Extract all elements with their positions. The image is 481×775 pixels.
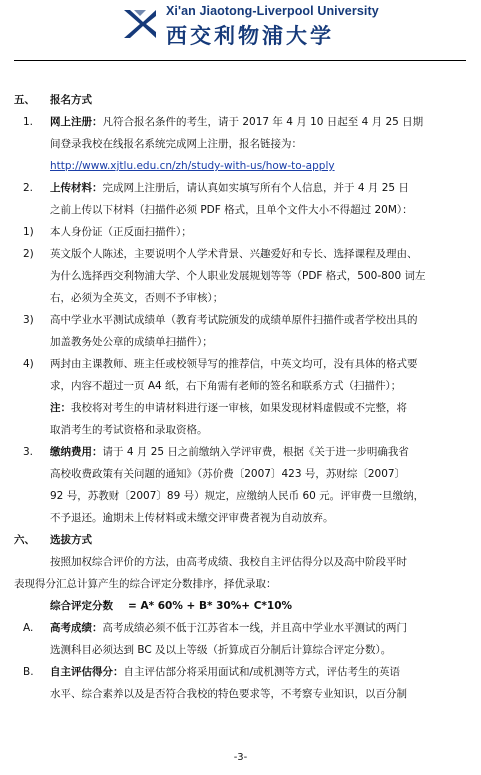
- item-number: A.: [23, 622, 34, 634]
- formula-label: 综合评定分数: [50, 600, 113, 612]
- item-number: 2.: [23, 182, 34, 194]
- sub-item-number: 3): [23, 314, 34, 326]
- paragraph-line: 缴纳费用：请于 4 月 25 日之前缴纳入学评审费，根据《关于进一步明确我省: [50, 446, 409, 458]
- note-line: 注：我校将对考生的申请材料进行逐一审核，如果发现材料虚假或不完整，将: [50, 402, 407, 414]
- xjtlu-logo-icon: [120, 6, 160, 42]
- paragraph-line: 92 号，苏教财〔2007〕89 号）规定，应缴纳人民币 60 元。评审费一旦缴纳，: [50, 490, 425, 502]
- page-number: -3-: [233, 752, 248, 763]
- paragraph-line: 本人身份证（正反面扫描件）；: [50, 226, 192, 238]
- paragraph-line: 高校收费政策有关问题的通知》（苏价费〔2007〕423 号，苏财综〔2007〕: [50, 468, 406, 480]
- paragraph-line: 间登录我校在线报名系统完成网上注册，报名链接为：: [50, 138, 302, 150]
- sub-item-number: 4): [23, 358, 34, 370]
- sub-item-number: 1): [23, 226, 34, 238]
- paragraph-line: 选测科目必须达到 BC 及以上等级（折算成百分制后计算综合评定分数）。: [50, 644, 392, 656]
- section-number: 六、: [14, 534, 35, 546]
- section-title: 报名方式: [50, 94, 92, 106]
- paragraph-line: 高中学业水平测试成绩单（教育考试院颁发的成绩单原件扫描件或者学校出具的: [50, 314, 418, 326]
- paragraph-line: 高考成绩：高考成绩必须不低于江苏省本一线，并且高中学业水平测试的两门: [50, 622, 407, 634]
- paragraph-line: 表现得分汇总计算产生的综合评定分数排序，择优录取：: [14, 578, 277, 590]
- section-title: 选拔方式: [50, 534, 92, 546]
- paragraph-line: 上传材料：完成网上注册后，请认真如实填写所有个人信息，并于 4 月 25 日: [50, 182, 409, 194]
- document-header: [0, 0, 481, 62]
- item-number: 1.: [23, 116, 34, 128]
- note-line: 取消考生的考试资格和录取资格。: [50, 424, 208, 436]
- paragraph-line: 英文版个人陈述，主要说明个人学术背景、兴趣爱好和专长、选择课程及理由、: [50, 248, 418, 260]
- item-number: 3.: [23, 446, 34, 458]
- paragraph-line: 右，必须为全英文，否则不予审核）；: [50, 292, 224, 304]
- formula: = A* 60% + B* 30%+ C*10%: [128, 600, 293, 612]
- paragraph-line: 之前上传以下材料（扫描件必须 PDF 格式，且单个文件大小不得超过 20M）：: [50, 204, 413, 216]
- university-name-en: Xi'an Jiaotong-Liverpool University: [166, 4, 379, 18]
- paragraph-line: 求，内容不超过一页 A4 纸，右下角需有老师的签名和联系方式（扫描件）；: [50, 380, 402, 392]
- header-divider: [14, 60, 466, 61]
- paragraph-line: 不予退还。逾期未上传材料或未缴交评审费者视为自动放弃。: [50, 512, 334, 524]
- paragraph-line: 水平、综合素养以及是否符合我校的特色要求等，不考察专业知识，以百分制: [50, 688, 407, 700]
- paragraph-line: 两封由主课教师、班主任或校领导写的推荐信，中英文均可，没有具体的格式要: [50, 358, 418, 370]
- paragraph-line: 网上注册：凡符合报名条件的考生，请于 2017 年 4 月 10 日起至 4 月 25 日期: [50, 116, 424, 128]
- sub-item-number: 2): [23, 248, 34, 260]
- paragraph-line: 加盖教务处公章的成绩单扫描件）；: [50, 336, 213, 348]
- paragraph-line: 按照加权综合评价的方法，由高考成绩、我校自主评估得分以及高中阶段平时: [50, 556, 407, 568]
- paragraph-line: 为什么选择西交利物浦大学、个人职业发展规划等等（PDF 格式，500-800 词左: [50, 270, 426, 282]
- apply-link[interactable]: http://www.xjtlu.edu.cn/zh/study-with-us/how-to-apply: [50, 160, 335, 172]
- section-number: 五、: [14, 94, 35, 106]
- item-number: B.: [23, 666, 34, 678]
- university-name-cn: 西交利物浦大学: [166, 23, 334, 48]
- paragraph-line: 自主评估得分：自主评估部分将采用面试和/或机测等方式，评估考生的英语: [50, 666, 401, 678]
